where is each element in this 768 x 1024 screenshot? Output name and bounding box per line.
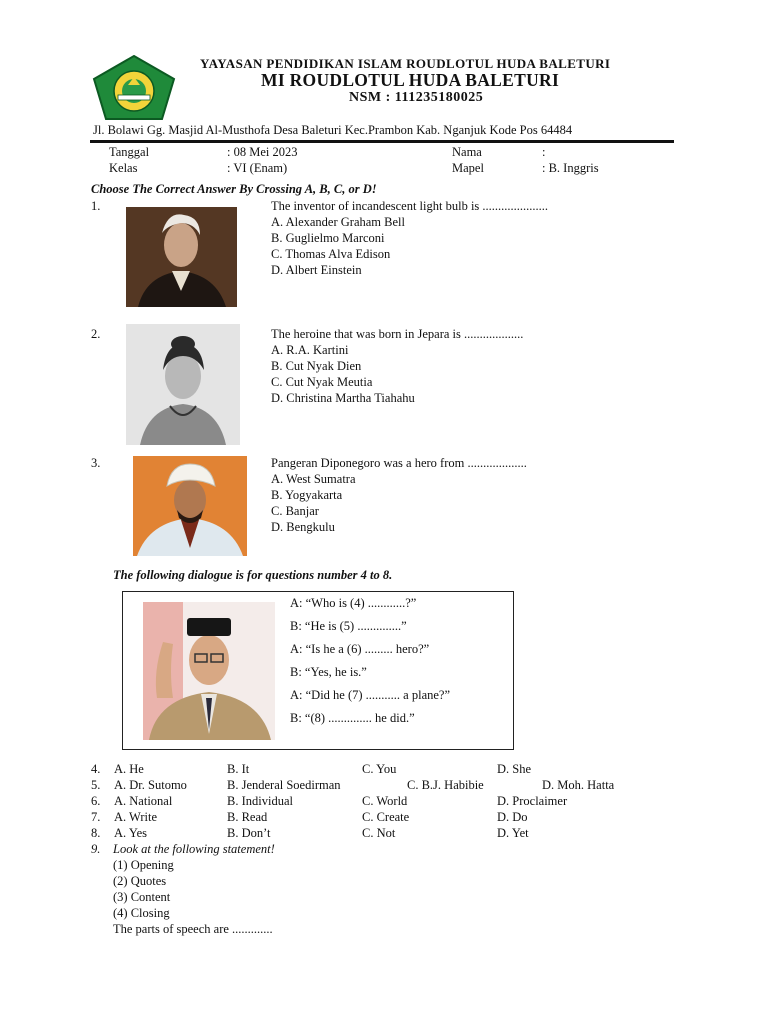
option-d[interactable]: D. Yet [497, 826, 529, 840]
option-a[interactable]: A. He [114, 762, 144, 776]
option-b[interactable]: B. It [227, 762, 250, 776]
option-b[interactable]: B. Don’t [227, 826, 271, 840]
nama-value: : [542, 145, 546, 159]
question-number: 9. [91, 842, 101, 856]
question-number: 6. [91, 794, 101, 808]
option-a[interactable]: A. Dr. Sutomo [114, 778, 187, 792]
option-d[interactable]: D. Christina Martha Tiahahu [271, 391, 415, 405]
question-number: 5. [91, 778, 101, 792]
habibie-portrait [143, 602, 275, 740]
question-number: 1. [91, 199, 101, 213]
kelas-value: : VI (Enam) [227, 161, 288, 175]
question-prompt: Look at the following statement! [113, 842, 275, 856]
option-c[interactable]: C. Thomas Alva Edison [271, 247, 391, 261]
question-number: 2. [91, 327, 101, 341]
school-name: MI ROUDLOTUL HUDA BALETURI [261, 70, 560, 90]
question-text: Pangeran Diponegoro was a hero from ................... [271, 456, 527, 470]
option-b[interactable]: B. Individual [227, 794, 293, 808]
tanggal-value: : 08 Mei 2023 [227, 145, 298, 159]
dialogue-box [122, 591, 514, 750]
option-d[interactable]: D. Do [497, 810, 528, 824]
question-text: The parts of speech are ............. [113, 922, 273, 936]
option-c[interactable]: C. World [362, 794, 408, 808]
option-d[interactable]: D. Bengkulu [271, 520, 335, 534]
option-c[interactable]: C. Create [362, 810, 410, 824]
question-number: 7. [91, 810, 101, 824]
option-a[interactable]: A. Alexander Graham Bell [271, 215, 405, 229]
kelas-label: Kelas [109, 161, 138, 175]
mapel-label: Mapel [452, 161, 484, 175]
option-c[interactable]: C. B.J. Habibie [407, 778, 484, 792]
option-d[interactable]: D. Proclaimer [497, 794, 568, 808]
question-number: 4. [91, 762, 101, 776]
header-rule [90, 140, 674, 143]
school-address: Jl. Bolawi Gg. Masjid Al-Musthofa Desa Baleturi Kec.Prambon Kab. Nganjuk Kode Pos 64484 [93, 123, 573, 137]
option-b[interactable]: B. Jenderal Soedirman [227, 778, 341, 792]
statement-item: (2) Quotes [113, 874, 167, 888]
option-b[interactable]: B. Read [227, 810, 268, 824]
option-a[interactable]: A. Yes [114, 826, 148, 840]
tanggal-label: Tanggal [109, 145, 150, 159]
dialogue-line: B: “He is (5) ..............” [290, 619, 407, 633]
question-number: 8. [91, 826, 101, 840]
option-a[interactable]: A. National [114, 794, 173, 808]
option-b[interactable]: B. Guglielmo Marconi [271, 231, 385, 245]
option-b[interactable]: B. Yogyakarta [271, 488, 343, 502]
diponegoro-portrait [133, 456, 247, 556]
school-logo [92, 55, 176, 121]
edison-portrait [126, 207, 237, 307]
option-a[interactable]: A. R.A. Kartini [271, 343, 349, 357]
mapel-value: : B. Inggris [542, 161, 599, 175]
dialogue-line: B: “(8) .............. he did.” [290, 711, 415, 725]
dialogue-line: A: “Who is (4) ............?” [290, 596, 417, 610]
option-a[interactable]: A. West Sumatra [271, 472, 356, 486]
question-text: The heroine that was born in Jepara is ................... [271, 327, 524, 341]
statement-item: (3) Content [113, 890, 171, 904]
option-c[interactable]: C. Not [362, 826, 396, 840]
option-a[interactable]: A. Write [114, 810, 158, 824]
dialogue-line: A: “Did he (7) ........... a plane?” [290, 688, 451, 702]
statement-item: (4) Closing [113, 906, 170, 920]
statement-item: (1) Opening [113, 858, 174, 872]
kartini-portrait [126, 324, 240, 445]
option-d[interactable]: D. Albert Einstein [271, 263, 362, 277]
dialogue-line: B: “Yes, he is.” [290, 665, 367, 679]
question-number: 3. [91, 456, 101, 470]
option-d[interactable]: D. Moh. Hatta [542, 778, 615, 792]
question-text: The inventor of incandescent light bulb is ..................... [271, 199, 549, 213]
option-c[interactable]: C. Cut Nyak Meutia [271, 375, 373, 389]
option-b[interactable]: B. Cut Nyak Dien [271, 359, 362, 373]
dialogue-line: A: “Is he a (6) ......... hero?” [290, 642, 430, 656]
option-d[interactable]: D. She [497, 762, 532, 776]
option-c[interactable]: C. Banjar [271, 504, 319, 518]
foundation-name: YAYASAN PENDIDIKAN ISLAM ROUDLOTUL HUDA BALETURI [200, 56, 611, 71]
school-nsm: NSM : 111235180025 [349, 90, 484, 105]
instruction: Choose The Correct Answer By Crossing A, B, C, or D! [91, 182, 377, 196]
dialogue-intro: The following dialogue is for questions number 4 to 8. [113, 568, 393, 582]
nama-label: Nama [452, 145, 482, 159]
option-c[interactable]: C. You [362, 762, 397, 776]
